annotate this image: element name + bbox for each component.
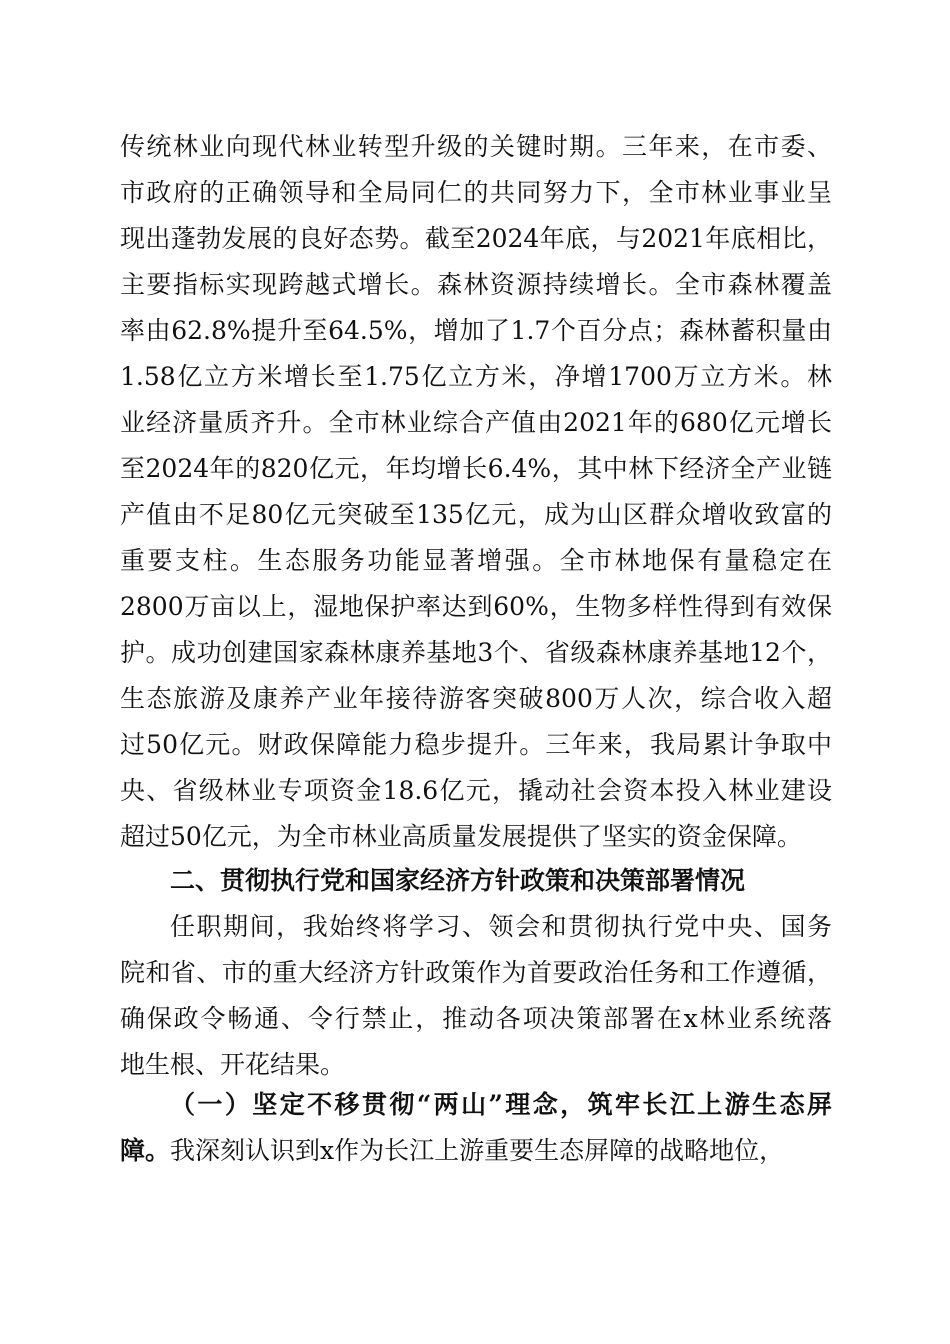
section-heading-block	[120, 858, 832, 904]
text-line: 超过50亿元，为全市林业高质量发展提供了坚实的资金保障。	[120, 822, 802, 851]
text-line: 院和省、市的重大经济方针政策作为首要政治任务和工作遵循，	[120, 958, 832, 987]
text-line: 1.58亿立方米增长至1.75亿立方米，净增1700万立方米。林	[120, 362, 832, 391]
text-line: 重要支柱。生态服务功能显著增强。全市林地保有量稳定在	[120, 546, 832, 575]
text-line: 央、省级林业专项资金18.6亿元，撬动社会资本投入林业建设	[120, 776, 832, 805]
text-line: 地生根、开花结果。	[120, 1050, 346, 1079]
section-heading: 二、贯彻执行党和国家经济方针政策和决策部署情况	[170, 866, 746, 895]
subsection-text: 我深刻认识到x作为长江上游重要生态屏障的战略地位，	[170, 1136, 785, 1165]
subsection-title-continuation: 障。	[120, 1136, 171, 1165]
text-line: 产值由不足80亿元突破至135亿元，成为山区群众增收致富的	[120, 500, 832, 529]
text-line: 现出蓬勃发展的良好态势。截至2024年底，与2021年底相比，	[120, 224, 832, 253]
text-line	[120, 1128, 832, 1174]
subsection-1	[120, 1082, 832, 1174]
text-line: 率由62.8%提升至64.5%，增加了1.7个百分点；森林蓄积量由	[120, 316, 832, 345]
text-line: 任职期间，我始终将学习、领会和贯彻执行党中央、国务	[170, 912, 832, 941]
paragraph-body-1	[120, 124, 832, 860]
text-line: 过50亿元。财政保障能力稳步提升。三年来，我局累计争取中	[120, 730, 832, 759]
text-line: 护。成功创建国家森林康养基地3个、省级森林康养基地12个，	[120, 638, 832, 667]
text-line: 市政府的正确领导和全局同仁的共同努力下，全市林业事业呈	[120, 178, 832, 207]
text-line: 确保政令畅通、令行禁止，推动各项决策部署在x林业系统落	[120, 1004, 832, 1033]
text-line: 2800万亩以上，湿地保护率达到60%，生物多样性得到有效保	[120, 592, 832, 621]
text-line: 生态旅游及康养产业年接待游客突破800万人次，综合收入超	[120, 684, 832, 713]
subsection-title: （一）坚定不移贯彻“两山”理念，筑牢长江上游生态屏	[170, 1090, 832, 1119]
text-line: 至2024年的820亿元，年均增长6.4%，其中林下经济全产业链	[120, 454, 832, 483]
text-line: 主要指标实现跨越式增长。森林资源持续增长。全市森林覆盖	[120, 270, 832, 299]
paragraph-section2-intro	[120, 904, 832, 1088]
text-line: 传统林业向现代林业转型升级的关键时期。三年来，在市委、	[120, 132, 832, 161]
text-line: 业经济量质齐升。全市林业综合产值由2021年的680亿元增长	[120, 408, 832, 437]
